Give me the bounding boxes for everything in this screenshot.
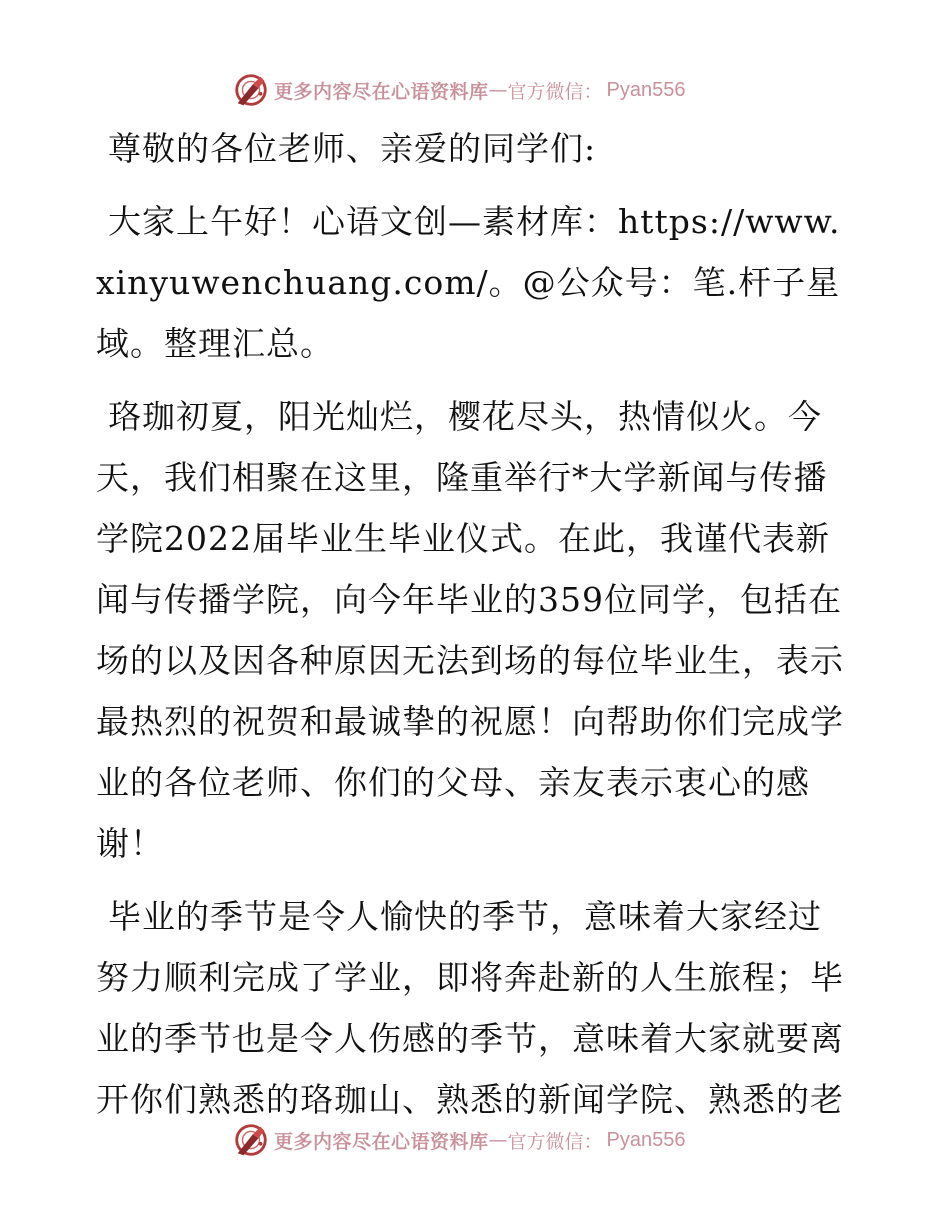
document-body — [96, 118, 852, 1142]
salutation-paragraph: 尊敬的各位老师、亲爱的同学们: — [108, 129, 597, 168]
footer-watermark — [232, 1120, 686, 1160]
pen-nib-logo-icon — [232, 1121, 270, 1159]
footer-dash: — — [488, 1129, 508, 1151]
greeting-paragraph: 大家上午好！心语文创—素材库：https://www.xinyuwenchuang.com/。@公众号：笔.杆子星域。整理汇总。 — [96, 202, 841, 363]
footer-wechat-id: Pyan556 — [606, 1128, 686, 1151]
body-paragraph-2: 毕业的季节是令人愉快的季节，意味着大家经过努力顺利完成了学业，即将奔赴新的人生旅程；毕业的季节也是令人伤感的季节，意味着大家就要离开你们熟悉的珞珈山、熟悉的新闻学院、熟悉的老 — [96, 897, 844, 1119]
footer-brand-text: 更多内容尽在心语资料库 — [274, 1130, 489, 1153]
body-paragraph-1: 珞珈初夏，阳光灿烂，樱花尽头，热情似火。今天，我们相聚在这里，隆重举行*大学新闻与传播学院2022届毕业生毕业仪式。在此，我谨代表新闻与传播学院，向今年毕业的359位同学，包括在场的以及因各种原因无法到场的每位毕业生，表示最热烈的祝贺和最诚挚的祝愿！向帮助你们完成学业的各位老师、你们的父母、亲友表示衷心的感谢！ — [96, 397, 844, 863]
header-watermark — [232, 70, 686, 110]
header-dash: — — [488, 79, 508, 101]
header-wechat-id: Pyan556 — [606, 78, 686, 101]
header-brand-text: 更多内容尽在心语资料库 — [274, 80, 489, 103]
header-wechat-label: 官方微信： — [507, 80, 603, 103]
footer-wechat-label: 官方微信： — [507, 1130, 603, 1153]
pen-nib-logo-icon — [232, 71, 270, 109]
